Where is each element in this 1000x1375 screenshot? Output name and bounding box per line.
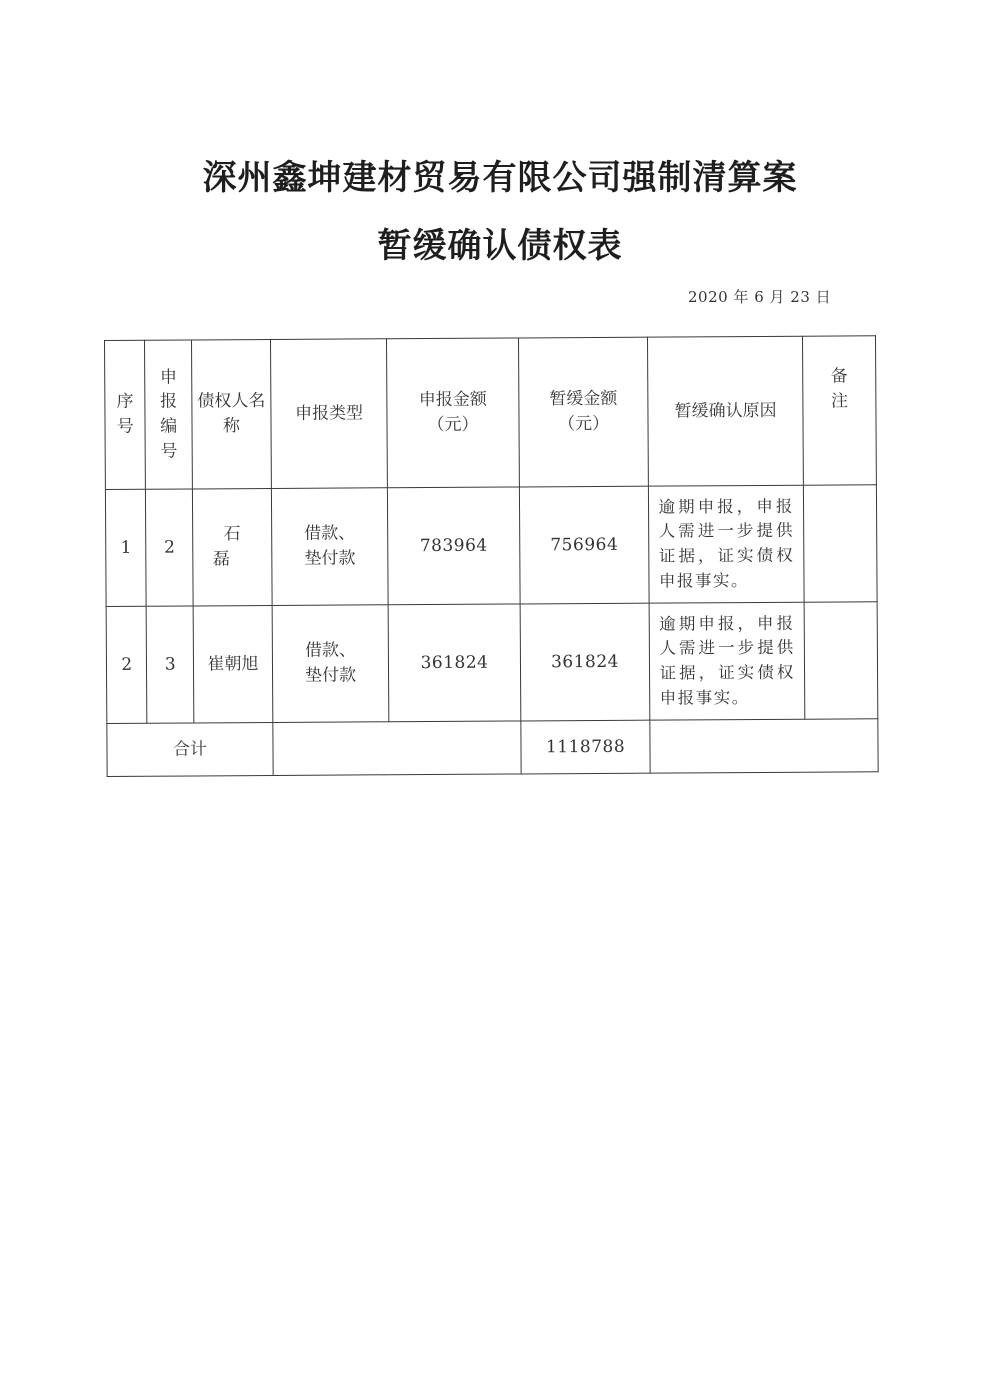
cell-note bbox=[804, 602, 878, 719]
cell-report-no: 2 bbox=[146, 489, 193, 606]
header-report-no: 申报编号 bbox=[145, 340, 192, 489]
table-header-row bbox=[105, 336, 877, 490]
cell-reason: 逾期申报，申报人需进一步提供证据，证实债权申报事实。 bbox=[649, 602, 805, 720]
cell-seq: 2 bbox=[106, 606, 147, 723]
table-row bbox=[105, 485, 877, 607]
cell-seq: 1 bbox=[105, 489, 146, 606]
document-title-line-1: 深州鑫坤建材贸易有限公司强制清算案 bbox=[202, 158, 798, 198]
header-note: 备注 bbox=[803, 336, 877, 485]
deferred-claims-table bbox=[104, 335, 879, 777]
header-deferred-amount: 暂缓金额（元） bbox=[518, 337, 648, 487]
total-deferred-amount: 1118788 bbox=[521, 720, 651, 774]
table-row bbox=[106, 602, 878, 724]
header-reported-amount: 申报金额（元） bbox=[387, 338, 519, 488]
table-total-row bbox=[107, 719, 878, 777]
cell-deferred-amount: 756964 bbox=[519, 486, 649, 604]
header-type: 申报类型 bbox=[270, 339, 387, 489]
cell-deferred-amount: 361824 bbox=[520, 603, 650, 721]
cell-type: 借款、 垫付款 bbox=[272, 605, 389, 723]
total-empty-cell bbox=[273, 721, 521, 776]
cell-type: 借款、 垫付款 bbox=[271, 488, 388, 606]
cell-note bbox=[803, 485, 877, 602]
header-seq: 序号 bbox=[105, 340, 146, 489]
cell-reported-amount: 783964 bbox=[388, 487, 520, 605]
cell-creditor: 崔朝旭 bbox=[193, 605, 273, 722]
cell-reason: 逾期申报，申报人需进一步提供证据，证实债权申报事实。 bbox=[649, 485, 805, 603]
cell-reported-amount: 361824 bbox=[388, 604, 520, 722]
header-reason: 暂缓确认原因 bbox=[648, 336, 804, 486]
cell-creditor: 石磊 bbox=[192, 488, 272, 605]
document-title-line-2: 暂缓确认债权表 bbox=[377, 226, 623, 266]
header-creditor: 债权人名 称 bbox=[192, 339, 272, 488]
total-label: 合计 bbox=[107, 722, 273, 776]
document-date: 2020 年 6 月 23 日 bbox=[688, 288, 832, 306]
cell-report-no: 3 bbox=[147, 606, 194, 723]
total-empty-cell bbox=[650, 719, 878, 773]
